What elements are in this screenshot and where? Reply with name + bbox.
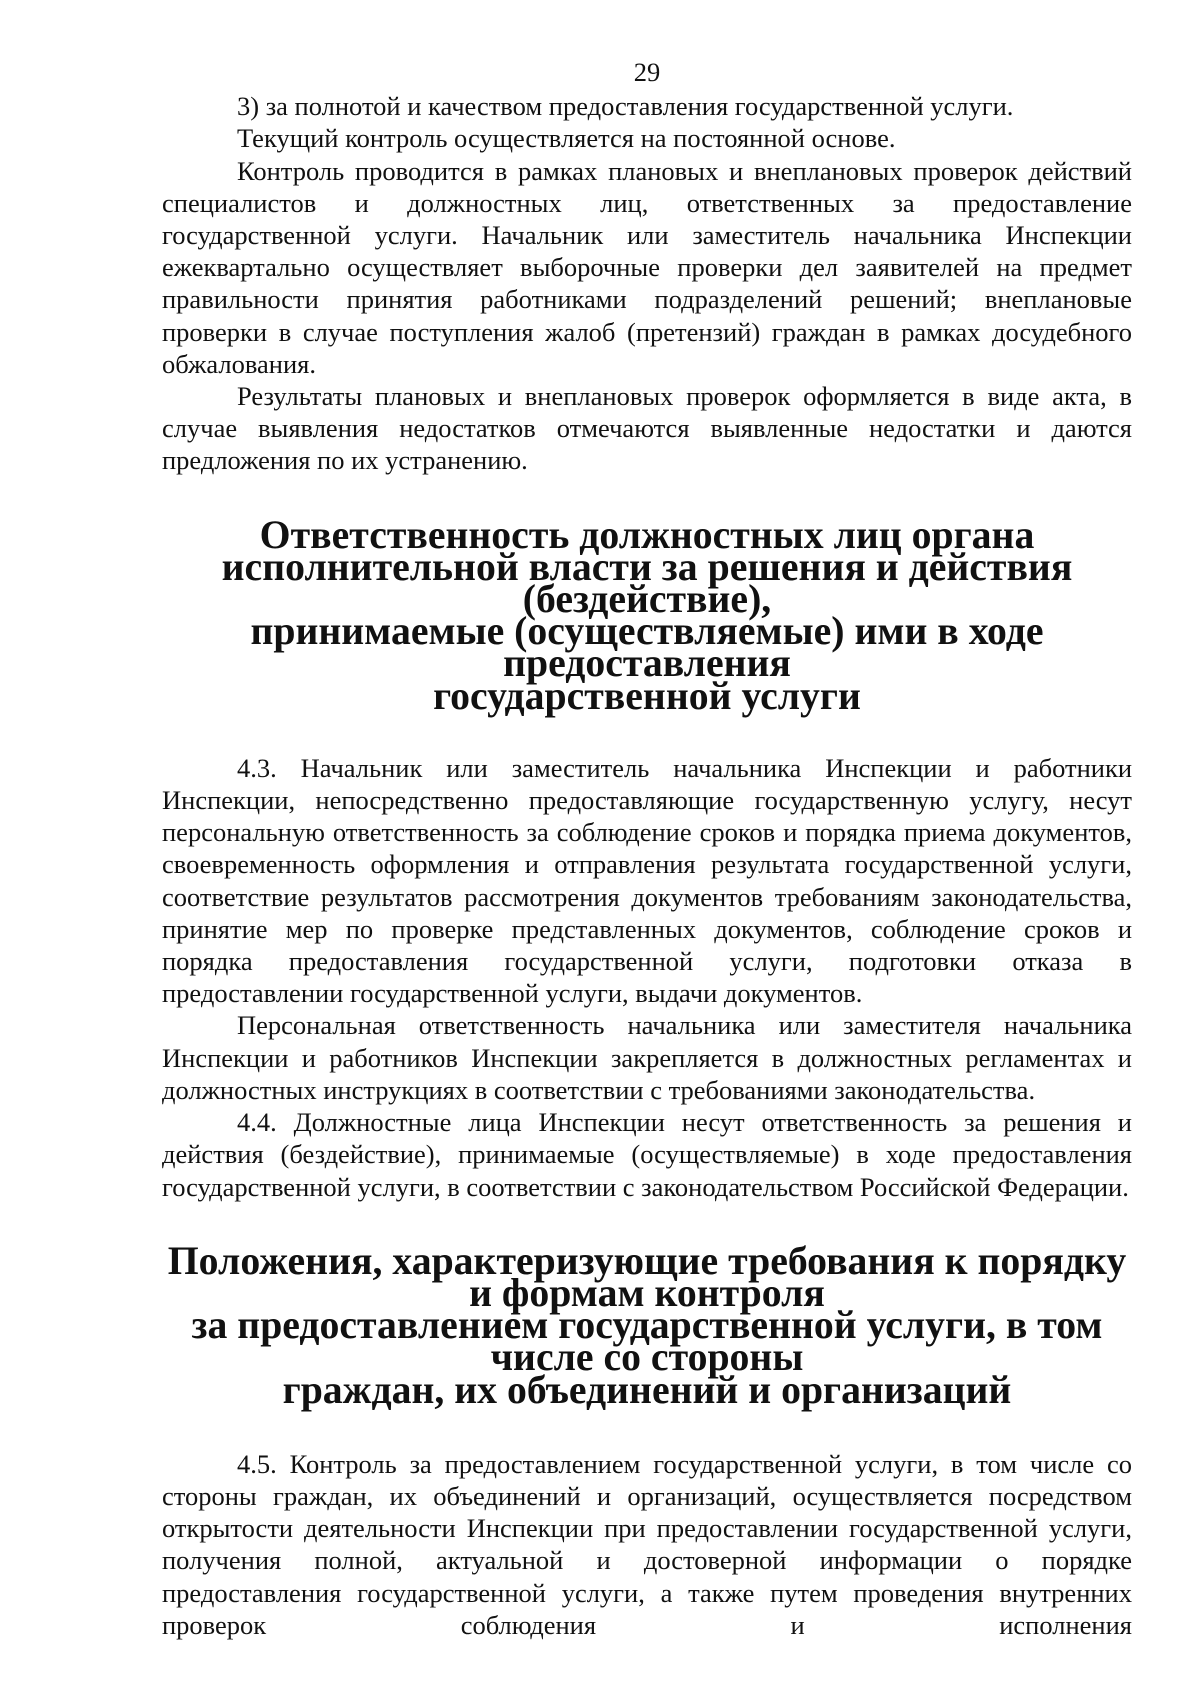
paragraph-inspections: Контроль проводится в рамках плановых и внеплановых проверок действий специалистов и должностных лиц, ответственных за предоставление государственной услуги. Начальник или заместитель начальника Инспекции ежеквартально осуществляет выборочные проверки дел заявителей на предмет правильности принятия работниками подразделений решений; внеплановые проверки в случае поступления жалоб (претензий) граждан в рамках досудебного обжалования. xyxy=(162,155,1132,379)
paragraph-personal-responsibility: Персональная ответственность начальника или заместителя начальника Инспекции и работников Инспекции закрепляется в должностных регламентах и должностных инструкциях в соответствии с требованиями законодательства. xyxy=(162,1010,1132,1105)
paragraph-inspection-results: Результаты плановых и внеплановых проверок оформляется в виде акта, в случае выявления недостатков отмечаются выявленные недостатки и даются предложения по их устранению. xyxy=(162,381,1132,476)
heading-line: граждан, их объединений и организаций xyxy=(282,1367,1012,1412)
page-number: 29 xyxy=(633,57,661,87)
heading-line: исполнительной власти за решения и действия (бездействие), xyxy=(221,544,1073,622)
heading-line: Ответственность должностных лиц органа xyxy=(259,512,1035,557)
heading-line: Положения, характеризующие требования к порядку и формам контроля xyxy=(167,1238,1127,1315)
heading-line: принимаемые (осуществляемые) ими в ходе предоставления xyxy=(250,609,1044,686)
page-content xyxy=(162,56,1132,1641)
paragraph-current-control: Текущий контроль осуществляется на постоянной основе. xyxy=(237,123,896,154)
paragraph-4-4: 4.4. Должностные лица Инспекции несут ответственность за решения и действия (бездействие), принимаемые (осуществляемые) в ходе предоставления государственной услуги, в соответствии с законодательством Российской Федерации. xyxy=(162,1107,1132,1202)
section-heading-responsibility xyxy=(162,512,1132,718)
paragraph-4-5: 4.5. Контроль за предоставлением государственной услуги, в том числе со стороны граждан, их объединений и организаций, осуществляется посредством открытости деятельности Инспекции при предоставлении государственной услуги, получения полной, актуальной и достоверной информации о порядке предоставления государственной услуги, а также путем проведения внутренних проверок соблюдения и исполнения xyxy=(162,1448,1132,1640)
spacer xyxy=(162,712,1132,752)
spacer xyxy=(162,1406,1132,1448)
heading-line: за предоставлением государственной услуги, в том числе со стороны xyxy=(191,1303,1103,1380)
paragraph-4-3: 4.3. Начальник или заместитель начальника Инспекции и работники Инспекции, непосредственно предоставляющие государственную услугу, несут персональную ответственность за соблюдение сроков и порядка приема документов, своевременность оформления и отправления результата государственной услуги, соответствие результатов рассмотрения документов требованиям законодательства, принятие мер по проверке представленных документов, соблюдение сроков и порядка предоставления государственной услуги, подготовки отказа в предоставлении государственной услуги, выдачи документов. xyxy=(162,752,1132,1009)
heading-line: государственной услуги xyxy=(433,673,861,718)
paragraph-control-item-3: 3) за полнотой и качеством предоставления государственной услуги. xyxy=(237,91,1014,122)
section-heading-control-requirements xyxy=(162,1238,1132,1412)
